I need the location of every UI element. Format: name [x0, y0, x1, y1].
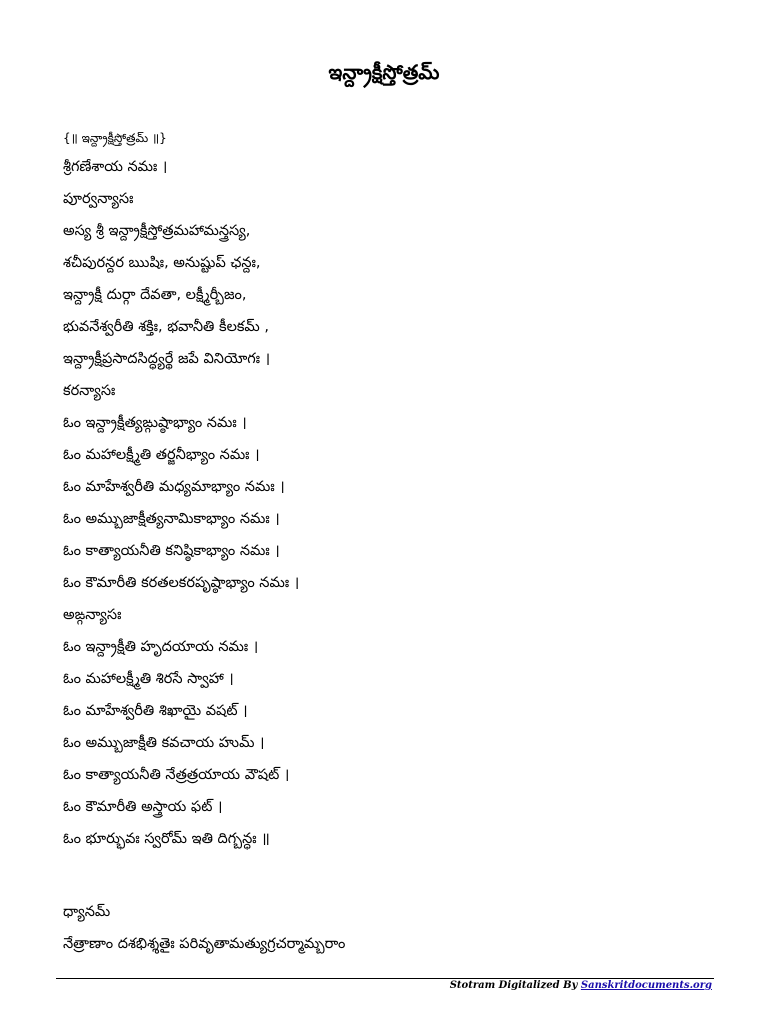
footer-divider: [56, 978, 714, 979]
verse-line: ఓం కాత్యాయనీతి నేత్రత్రయాయ వౌషట్ ।: [63, 767, 290, 783]
verse-line: ఓం కౌమారీతి అస్త్రాయ ఫట్ ।: [63, 799, 223, 815]
section-heading: పూర్వన్యాసః: [63, 191, 134, 207]
verse-line: శచీపురన్దర ఋషిః, అనుష్టుప్ ఛన్దః,: [63, 255, 261, 271]
verse-line: ఓం మహాలక్ష్మీతి తర్జనీభ్యాం నమః ।: [63, 447, 260, 463]
verse-line: ఓం మహాలక్ష్మీతి శిరసే స్వాహా ।: [63, 671, 234, 687]
dhyanam-verse-line: నేత్రాణాం దశభిశ్శతైః పరివృతామత్యుగ్రచర్మామ్బరాం: [63, 936, 346, 952]
dhyanam-section: [63, 896, 743, 960]
verse-line: ఓం కౌమారీతి కరతలకరపృష్ఠాభ్యాం నమః ।: [63, 575, 300, 591]
section-heading: అఙ్గన్యాసః: [63, 607, 122, 623]
verse-line: ఓం ఇన్ద్రాక్షీత్యఙ్గుష్ఠాభ్యాం నమః ।: [63, 415, 247, 431]
verse-line: ఓం అమ్బుజాక్షీత్యనామికాభ్యాం నమః ।: [63, 511, 280, 527]
verse-line: భువనేశ్వరీతి శక్తిః, భవానీతి కీలకమ్ ,: [63, 319, 269, 335]
footer-prefix: Stotram Digitalized By: [449, 980, 581, 991]
verse-line: ఓం భూర్భువః స్వరోమ్ ఇతి దిగ్బన్ధః ॥: [63, 831, 270, 847]
section-heading: కరన్యాసః: [63, 383, 116, 399]
verse-line: ఓం కాత్యాయనీతి కనిష్ఠికాభ్యాం నమః ।: [63, 543, 280, 559]
verse-line: శ్రీగణేశాయ నమః ।: [63, 159, 168, 175]
document-title: ఇన్ద్రాక్షీస్తోత్రమ్: [328, 60, 440, 84]
verse-line: ఓం ఇన్ద్రాక్షీతి హృదయాయ నమః ।: [63, 639, 259, 655]
footer-credit: [450, 980, 712, 991]
sanskritdocuments-link[interactable]: Sanskritdocuments.org: [580, 980, 712, 991]
verse-line: అస్య శ్రీ ఇన్ద్రాక్షీస్తోత్రమహామన్త్రస్య,: [63, 223, 251, 239]
verse-list: [63, 127, 743, 855]
dhyanam-heading: ధ్యానమ్: [63, 904, 111, 920]
stotram-heading-line: {॥ ఇన్ద్రాక్షీస్తోత్రమ్ ॥}: [63, 131, 167, 145]
verse-line: ఇన్ద్రాక్షీ దుర్గా దేవతా, లక్ష్మీర్బీజం,: [63, 287, 247, 303]
verse-line: ఇన్ద్రాక్షీప్రసాదసిద్ధ్యర్థే జపే వినియోగః ।: [63, 351, 271, 367]
verse-line: ఓం మాహేశ్వరీతి శిఖాయై వషట్ ।: [63, 703, 248, 719]
verse-line: ఓం అమ్బుజాక్షీతి కవచాయ హుమ్ ।: [63, 735, 265, 751]
verse-line: ఓం మాహేశ్వరీతి మధ్యమాభ్యాం నమః ।: [63, 479, 285, 495]
